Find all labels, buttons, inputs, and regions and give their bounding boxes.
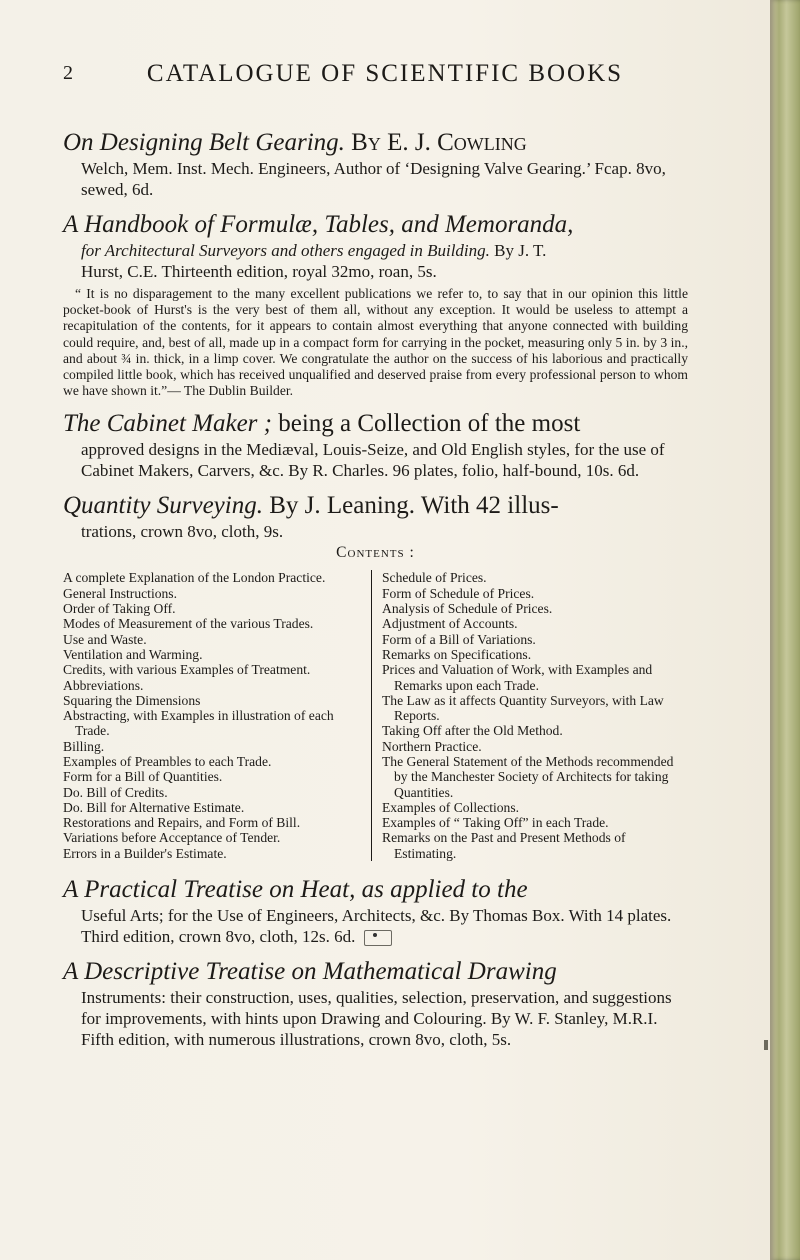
contents-item: Examples of “ Taking Off” in each Trade. [382,815,609,831]
contents-item: Variations before Acceptance of Tender. [63,830,281,846]
contents-item: Prices and Valuation of Work, with Examples and Remarks upon each Trade. [382,662,653,693]
contents-item: Abstracting, with Examples in illustration of each Trade. [63,708,334,739]
contents-item: Northern Practice. [382,738,482,754]
entry-details: Useful Arts; for the Use of Engineers, Architects, &c. By Thomas Box. With 14 plates. Third edition, crown 8vo, cloth, 12s. 6d. [81,906,672,947]
running-head: CATALOGUE OF SCIENTIFIC BOOKS [146,60,624,87]
entry-cabinet-maker [63,409,688,481]
contents-columns [63,570,688,861]
contents-item: A complete Explanation of the London Practice. [63,570,326,586]
entry-title: On Designing Belt Gearing. [63,129,345,156]
entry-title-rest: being a Collection of the most [278,410,581,438]
contents-item: The General Statement of the Methods recommended by the Manchester Society of Architects for taking Quantities. [382,753,674,800]
review-quote: “ It is no disparagement to the many excellent publications we refer to, to say that in our opinion this little pocket-book of Hurst's is the very best of them all, without any exception. It would be useless to attempt a recapitulation of the contents, for it appears to contain almost everything that anyone connected with building could require, and, best of all, made up in a compact form for carrying in the pocket, measuring only 5 in. by 3 in., and about ¾ in. thick, in a limp cover. We congratulate the author on the success of his laborious and practically compiled little book, which has received unqualified and deserved praise from every professional person to whom we have shown it.”— The Dublin Builder. [63,286,688,399]
page-edge-mark [764,1040,768,1050]
contents-right-column [372,570,680,861]
contents-item: Errors in a Builder's Estimate. [63,845,227,861]
contents-item: Billing. [63,738,105,754]
contents-item: Taking Off after the Old Method. [382,723,563,739]
entry-title: A Descriptive Treatise on Mathematical Drawing [63,958,557,986]
contents-item: General Instructions. [63,585,178,601]
page-number: 2 [63,62,73,84]
entry-drawing-treatise [63,957,688,1050]
contents-item: Remarks on the Past and Present Methods of Estimating. [382,830,626,861]
contents-item: Do. Bill for Alternative Estimate. [63,799,245,815]
contents-item: Schedule of Prices. [382,570,487,586]
contents-item: Credits, with various Examples of Treatment. [63,662,311,678]
entry-details: trations, crown 8vo, cloth, 9s. [81,522,284,542]
entry-details: Instruments: their construction, uses, qualities, selection, preservation, and suggestions for improvements, with hints upon Drawing and Colouring. By W. F. Stanley, M.R.I. Fifth edition, with numerous illustrations, crown 8vo, cloth, 5s. [81,988,672,1050]
contents-heading: Contents : [336,544,415,562]
entry-author: By J. T. [494,241,547,260]
contents-item: Form of a Bill of Variations. [382,631,536,647]
entry-title: A Handbook of Formulæ, Tables, and Memoranda, [63,211,574,238]
contents-item: Modes of Measurement of the various Trades. [63,616,314,632]
contents-item: Ventilation and Warming. [63,646,203,662]
entry-title: Quantity Surveying. [63,492,263,520]
entry-title: A Practical Treatise on Heat, as applied to the [63,876,528,904]
contents-item: Remarks on Specifications. [382,646,532,662]
book-spine-edge [770,0,800,1260]
entry-details: Hurst, C.E. Thirteenth edition, royal 32mo, roan, 5s. [81,262,437,281]
contents-item: Examples of Preambles to each Trade. [63,753,272,769]
contents-item: Analysis of Schedule of Prices. [382,601,553,617]
contents-item: The Law as it affects Quantity Surveyors, with Law Reports. [382,692,664,724]
contents-item: Order of Taking Off. [63,601,176,617]
contents-item: Form of Schedule of Prices. [382,585,535,601]
contents-item: Squaring the Dimensions [63,692,201,708]
contents-item: Examples of Collections. [382,799,520,815]
contents-item: Do. Bill of Credits. [63,784,168,800]
contents-item: Restorations and Repairs, and Form of Bill. [63,815,301,831]
library-stamp-icon [364,930,392,946]
entry-handbook [63,210,688,399]
entry-subtitle: for Architectural Surveyors and others engaged in Building. [81,241,490,260]
entry-heat-treatise [63,875,688,947]
contents-item: Adjustment of Accounts. [382,616,518,632]
entry-belt-gearing [63,128,688,200]
entry-quantity-surveying [63,491,688,861]
entry-details: approved designs in the Mediæval, Louis-Seize, and Old English styles, for the use of Cabinet Makers, Carvers, &c. By R. Charles. 96 plates, folio, half-bound, 10s. 6d. [81,440,665,481]
entry-details: Welch, Mem. Inst. Mech. Engineers, Author of ‘Designing Valve Gearing.’ Fcap. 8vo, sewed, 6d. [81,159,666,199]
contents-left-column [63,570,372,861]
entry-author: By E. J. Cowling [351,129,527,156]
contents-item: Abbreviations. [63,677,144,693]
contents-item: Use and Waste. [63,631,147,647]
entry-title: The Cabinet Maker ; [63,410,272,438]
contents-item: Form for a Bill of Quantities. [63,769,223,785]
entry-title-rest: By J. Leaning. With 42 illus- [269,492,559,520]
catalogue-entries [63,128,688,1060]
